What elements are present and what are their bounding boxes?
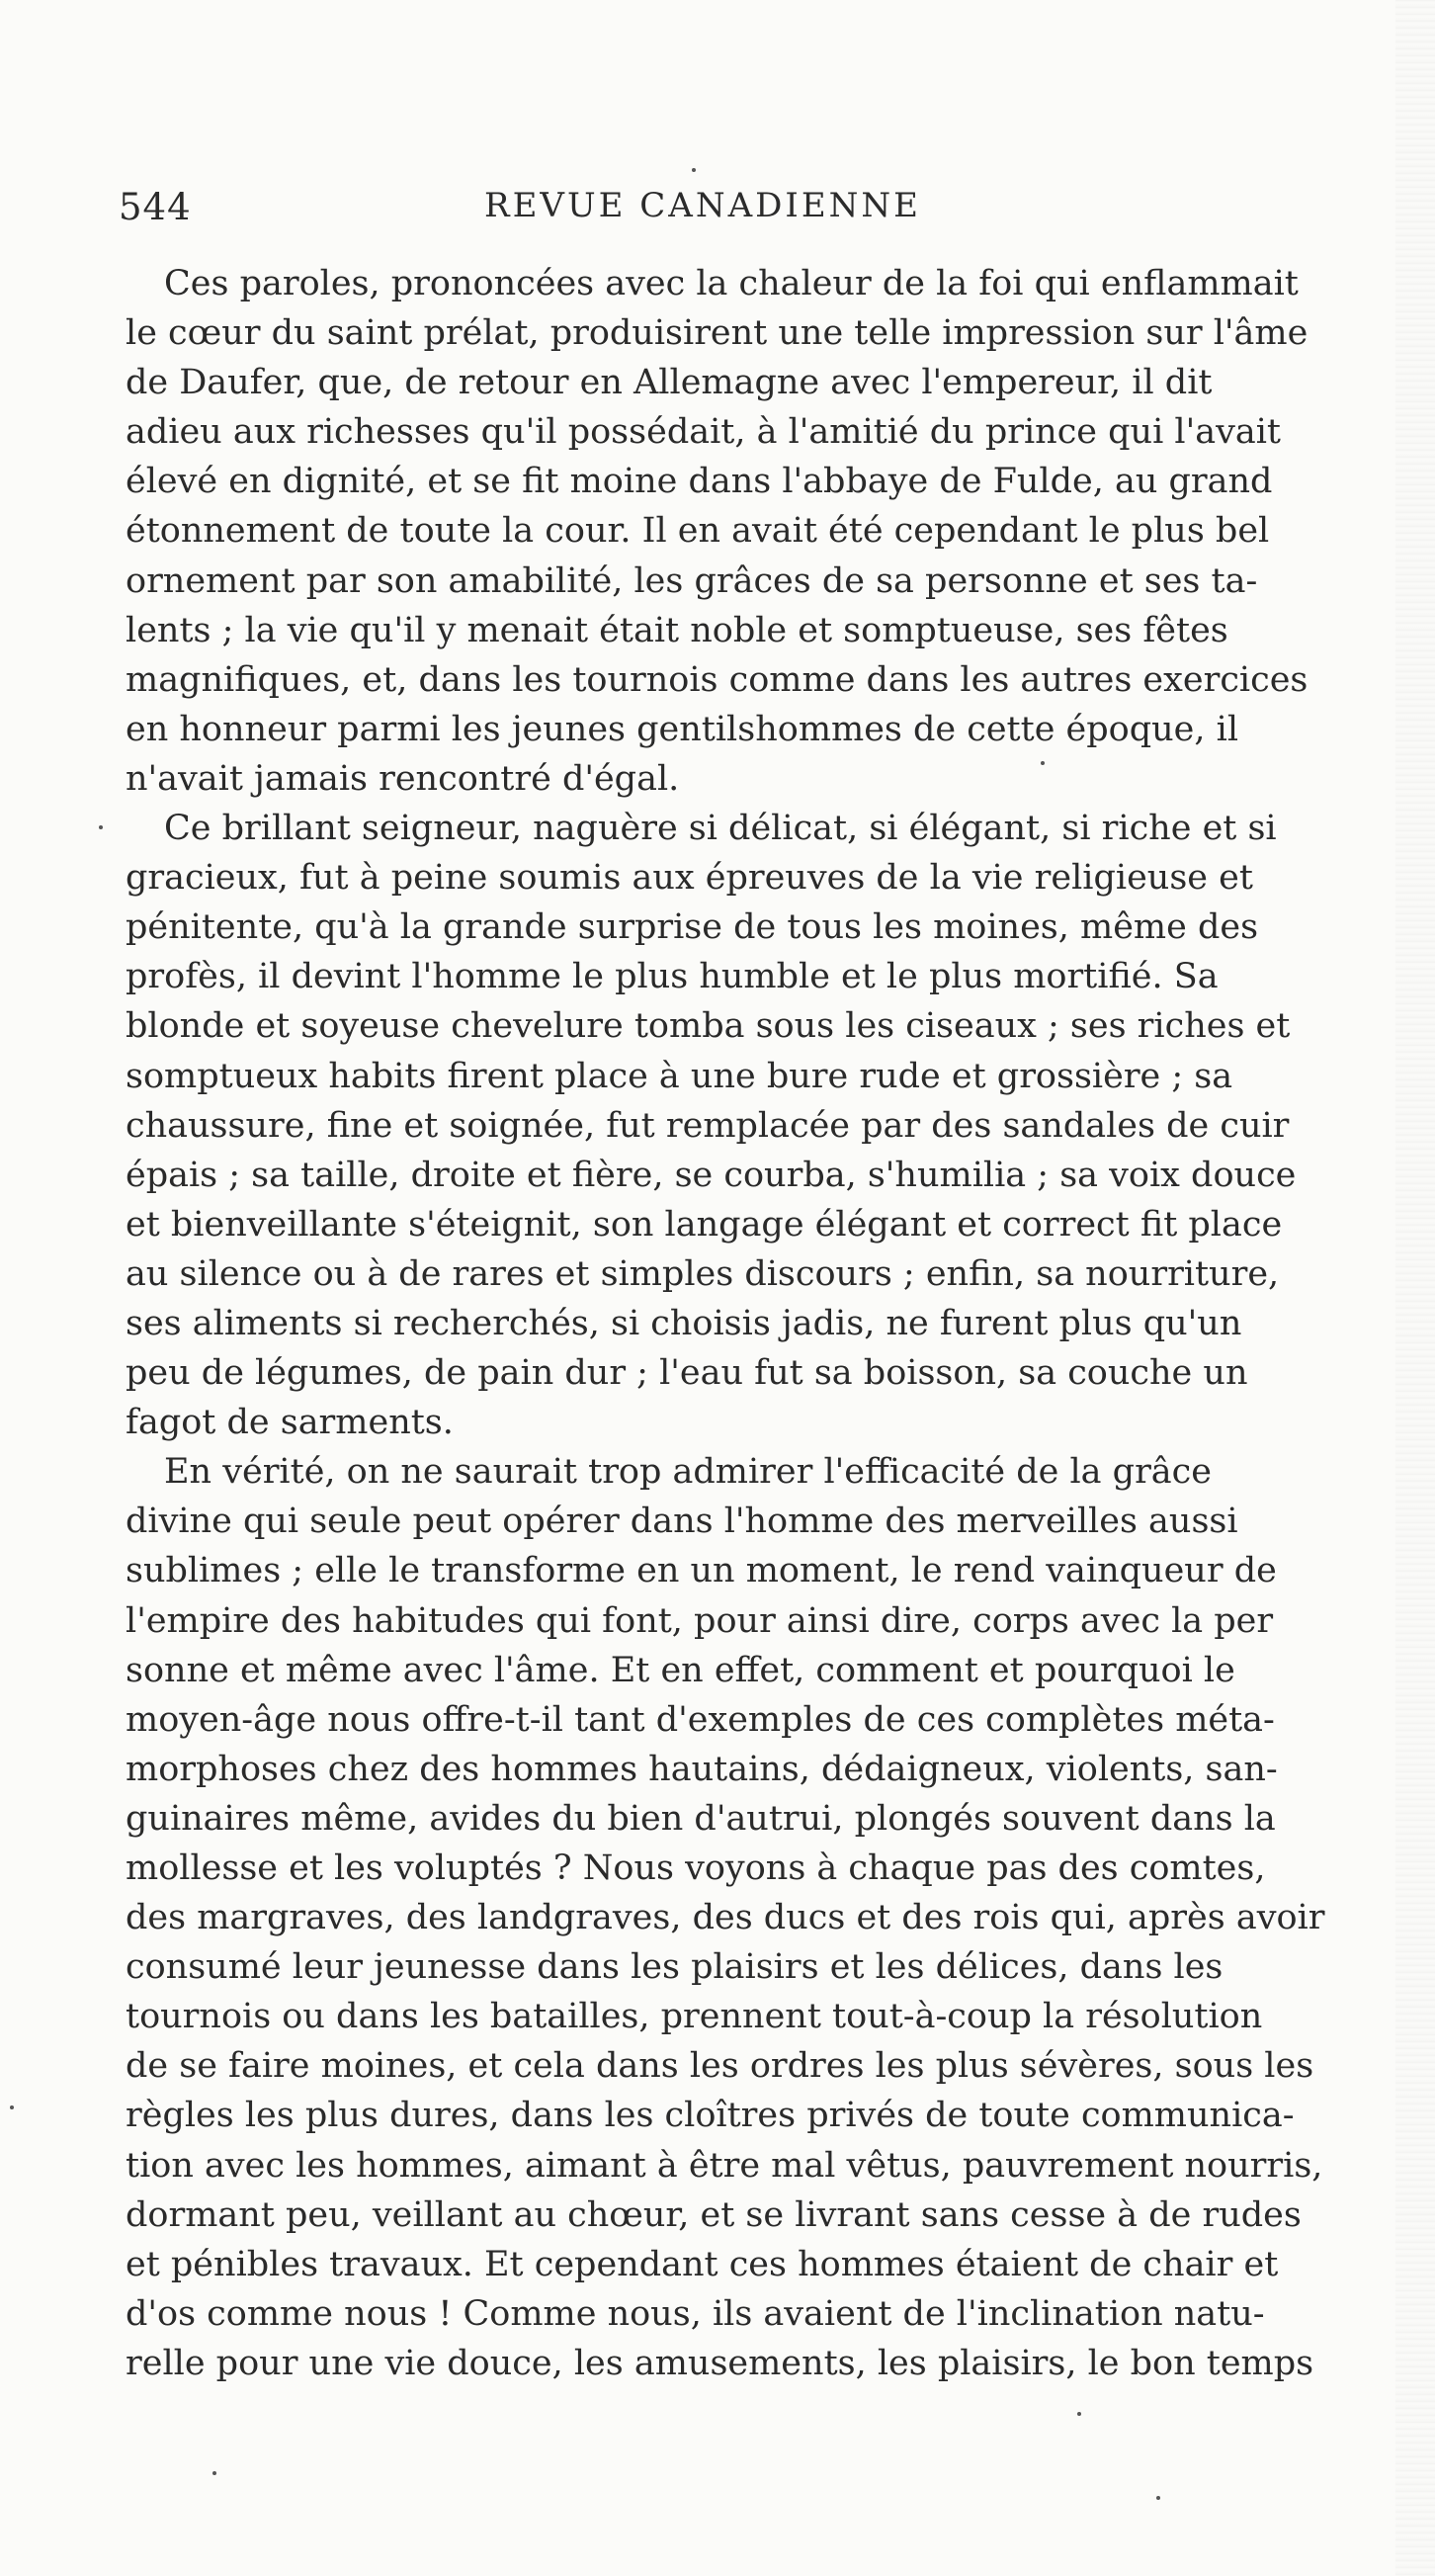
text-line: blonde et soyeuse chevelure tomba sous les ciseaux ; ses riches et	[126, 1006, 1291, 1047]
text-line: profès, il devint l'homme le plus humble et le plus mortifié. Sa	[126, 957, 1219, 997]
text-line: Ce brillant seigneur, naguère si délicat, si élégant, si riche et si	[164, 809, 1277, 849]
text-line: le cœur du saint prélat, produisirent une telle impression sur l'âme	[126, 313, 1308, 354]
text-line: élevé en dignité, et se fit moine dans l'abbaye de Fulde, au grand	[126, 462, 1273, 502]
text-line: ses aliments si recherchés, si choisis jadis, ne furent plus qu'un	[126, 1303, 1242, 1343]
scan-speck	[99, 825, 103, 829]
text-line: des margraves, des landgraves, des ducs et des rois qui, après avoir	[126, 1898, 1325, 1938]
text-line: épais ; sa taille, droite et fière, se courba, s'humilia ; sa voix douce	[126, 1155, 1297, 1195]
text-line: relle pour une vie douce, les amusements, les plaisirs, le bon temps	[126, 2343, 1314, 2383]
text-line: de Daufer, que, de retour en Allemagne avec l'empereur, il dit	[126, 363, 1213, 403]
text-line: divine qui seule peut opérer dans l'homme des merveilles aussi	[126, 1502, 1238, 1542]
body-text	[126, 259, 1325, 2388]
text-line: sublimes ; elle le transforme en un moment, le rend vainqueur de	[126, 1551, 1277, 1591]
scan-speck	[1156, 2496, 1160, 2500]
text-line: somptueux habits firent place à une bure rude et grossière ; sa	[126, 1056, 1233, 1096]
text-line: et bienveillante s'éteignit, son langage élégant et correct fit place	[126, 1204, 1283, 1245]
text-line: moyen-âge nous offre-t-il tant d'exemples de ces complètes méta-	[126, 1699, 1275, 1740]
text-line: mollesse et les voluptés ? Nous voyons à chaque pas des comtes,	[126, 1848, 1266, 1888]
text-line: adieu aux richesses qu'il possédait, à l'amitié du prince qui l'avait	[126, 412, 1281, 453]
text-line: l'empire des habitudes qui font, pour ainsi dire, corps avec la per	[126, 1600, 1274, 1641]
text-line: ornement par son amabilité, les grâces de sa personne et ses ta-	[126, 560, 1258, 601]
text-line: lents ; la vie qu'il y menait était noble et somptueuse, ses fêtes	[126, 610, 1228, 650]
running-title: REVUE CANADIENNE	[484, 186, 921, 225]
text-line: d'os comme nous ! Comme nous, ils avaient de l'inclination natu-	[126, 2293, 1265, 2334]
text-line: morphoses chez des hommes hautains, dédaigneux, violents, san-	[126, 1749, 1278, 1789]
text-line: au silence ou à de rares et simples discours ; enfin, sa nourriture,	[126, 1253, 1280, 1294]
text-line: pénitente, qu'à la grande surprise de tous les moines, même des	[126, 907, 1259, 948]
text-line: peu de légumes, de pain dur ; l'eau fut sa boisson, sa couche un	[126, 1353, 1248, 1394]
text-line: règles les plus dures, dans les cloîtres privés de toute communica-	[126, 2096, 1295, 2136]
text-line: en honneur parmi les jeunes gentilshommes de cette époque, il	[126, 709, 1239, 749]
text-line: de se faire moines, et cela dans les ordres les plus sévères, sous les	[126, 2046, 1314, 2087]
text-line: et pénibles travaux. Et cependant ces hommes étaient de chair et	[126, 2244, 1279, 2284]
text-line: Ces paroles, prononcées avec la chaleur de la foi qui enflammait	[164, 264, 1299, 303]
text-line: étonnement de toute la cour. Il en avait été cependant le plus bel	[126, 511, 1270, 552]
text-line: magnifiques, et, dans les tournois comme dans les autres exercices	[126, 659, 1308, 700]
scan-speck	[10, 2105, 14, 2109]
text-line: En vérité, on ne saurait trop admirer l'efficacité de la grâce	[164, 1452, 1212, 1493]
text-line: tion avec les hommes, aimant à être mal vêtus, pauvrement nourris,	[126, 2145, 1323, 2186]
scan-edge-noise	[1395, 0, 1435, 2576]
scan-speck	[692, 168, 696, 172]
text-line: gracieux, fut à peine soumis aux épreuves de la vie religieuse et	[126, 858, 1253, 899]
page-number: 544	[119, 186, 192, 228]
scan-speck	[1041, 761, 1045, 765]
text-line: sonne et même avec l'âme. Et en effet, comment et pourquoi le	[126, 1650, 1235, 1690]
page-header	[119, 186, 939, 245]
text-line: dormant peu, veillant au chœur, et se livrant sans cesse à de rudes	[126, 2194, 1302, 2235]
text-line: consumé leur jeunesse dans les plaisirs et les délices, dans les	[126, 1947, 1224, 1988]
scan-speck	[1077, 2412, 1081, 2416]
text-line: chaussure, fine et soignée, fut remplacée par des sandales de cuir	[126, 1105, 1290, 1146]
text-line: fagot de sarments.	[126, 1403, 454, 1443]
text-line: tournois ou dans les batailles, prennent tout-à-coup la résolution	[126, 1997, 1263, 2037]
scan-speck	[212, 2471, 216, 2475]
text-line: guinaires même, avides du bien d'autrui, plongés souvent dans la	[126, 1798, 1276, 1839]
text-line: n'avait jamais rencontré d'égal.	[126, 758, 680, 799]
